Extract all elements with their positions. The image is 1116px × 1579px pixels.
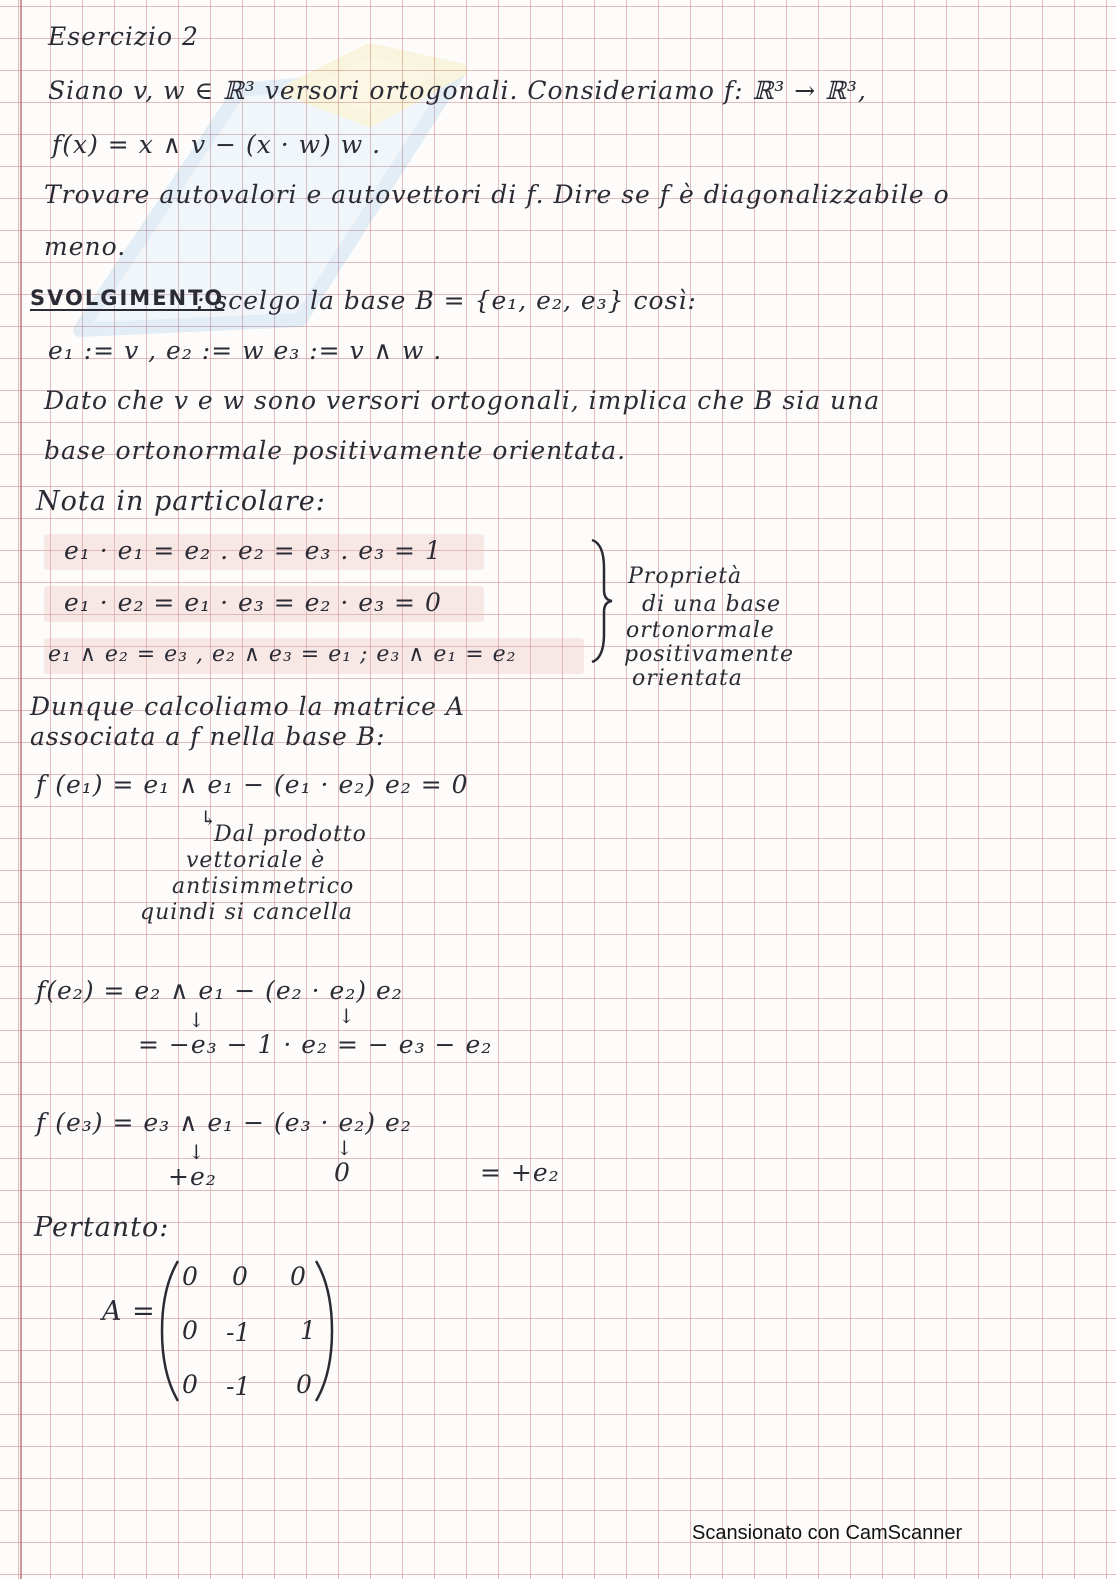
property-note-4: positivamente [624, 642, 794, 667]
f-e3-result-3: = +e₂ [480, 1158, 560, 1187]
matrix-intro-2: associata a f nella base B: [30, 722, 386, 751]
matrix-cell: 0 [296, 1370, 312, 1399]
f-e1-note-4: quindi si cancella [140, 900, 354, 925]
matrix-label: A = [102, 1296, 156, 1327]
f-e1-note-2: vettoriale è [186, 848, 326, 873]
down-arrow-icon: ↓ [338, 1004, 355, 1028]
down-arrow-icon: ↓ [336, 1136, 353, 1160]
property-note-2: di una base [642, 592, 782, 617]
f-e3-result-2: 0 [334, 1158, 351, 1187]
basis-definition: e₁ := v , e₂ := w e₃ := v ∧ w . [48, 336, 443, 365]
matrix-cell: 0 [182, 1316, 198, 1345]
margin-line [20, 0, 22, 1579]
hook-arrow-icon: ↳ [200, 806, 217, 830]
down-arrow-icon: ↓ [188, 1008, 205, 1032]
property-3: e₁ ∧ e₂ = e₃ , e₂ ∧ e₃ = e₁ ; e₃ ∧ e₁ = e₂ [48, 642, 517, 667]
matrix-cell: -1 [226, 1372, 251, 1401]
matrix-intro-1: Dunque calcoliamo la matrice A [30, 692, 465, 721]
problem-line-3: Trovare autovalori e autovettori di f. Dire se f è diagonalizzabile o [44, 180, 950, 209]
problem-line-2: f(x) = x ∧ v − (x · w) w . [52, 130, 382, 159]
note-label: Nota in particolare: [36, 486, 326, 517]
f-e1-note-3: antisimmetrico [172, 874, 355, 899]
right-brace-icon [590, 538, 614, 664]
matrix-cell: 0 [290, 1262, 306, 1291]
matrix-cell: 0 [182, 1370, 198, 1399]
f-e1-equation: f (e₁) = e₁ ∧ e₁ − (e₁ · e₂) e₂ = 0 [36, 770, 469, 799]
matrix-cell: 0 [232, 1262, 248, 1291]
property-2: e₁ · e₂ = e₁ · e₃ = e₂ · e₃ = 0 [64, 588, 442, 617]
therefore-label: Pertanto: [34, 1212, 170, 1243]
f-e3-result-1: +e₂ [168, 1162, 217, 1191]
f-e2-equation: f(e₂) = e₂ ∧ e₁ − (e₂ · e₂) e₂ [36, 976, 403, 1005]
problem-line-1: Siano v, w ∈ ℝ³ versori ortogonali. Consideriamo f: ℝ³ → ℝ³, [48, 76, 867, 105]
matrix-cell: -1 [226, 1318, 251, 1347]
property-note-1: Proprietà [628, 564, 743, 589]
down-arrow-icon: ↓ [188, 1140, 205, 1164]
solution-intro: : scelgo la base B = {e₁, e₂, e₃} così: [196, 286, 697, 315]
matrix-cell: 0 [182, 1262, 198, 1291]
matrix-left-paren-icon [158, 1258, 182, 1404]
reason-line-2: base ortonormale positivamente orientata. [44, 436, 627, 465]
f-e3-equation: f (e₃) = e₃ ∧ e₁ − (e₃ · e₂) e₂ [36, 1108, 412, 1137]
property-1: e₁ · e₁ = e₂ . e₂ = e₃ . e₃ = 1 [64, 536, 442, 565]
property-note-3: ortonormale [626, 618, 775, 643]
solution-label: SVOLGIMENTO [30, 286, 225, 310]
f-e1-note-1: Dal prodotto [214, 822, 367, 847]
reason-line-1: Dato che v e w sono versori ortogonali, implica che B sia una [44, 386, 881, 415]
problem-line-4: meno. [44, 232, 127, 261]
exercise-title: Esercizio 2 [48, 22, 199, 51]
property-note-5: orientata [632, 666, 743, 691]
matrix-cell: 1 [300, 1316, 316, 1345]
f-e2-result: = −e₃ − 1 · e₂ = − e₃ − e₂ [138, 1030, 493, 1059]
scanner-footer: Scansionato con CamScanner [692, 1522, 963, 1544]
